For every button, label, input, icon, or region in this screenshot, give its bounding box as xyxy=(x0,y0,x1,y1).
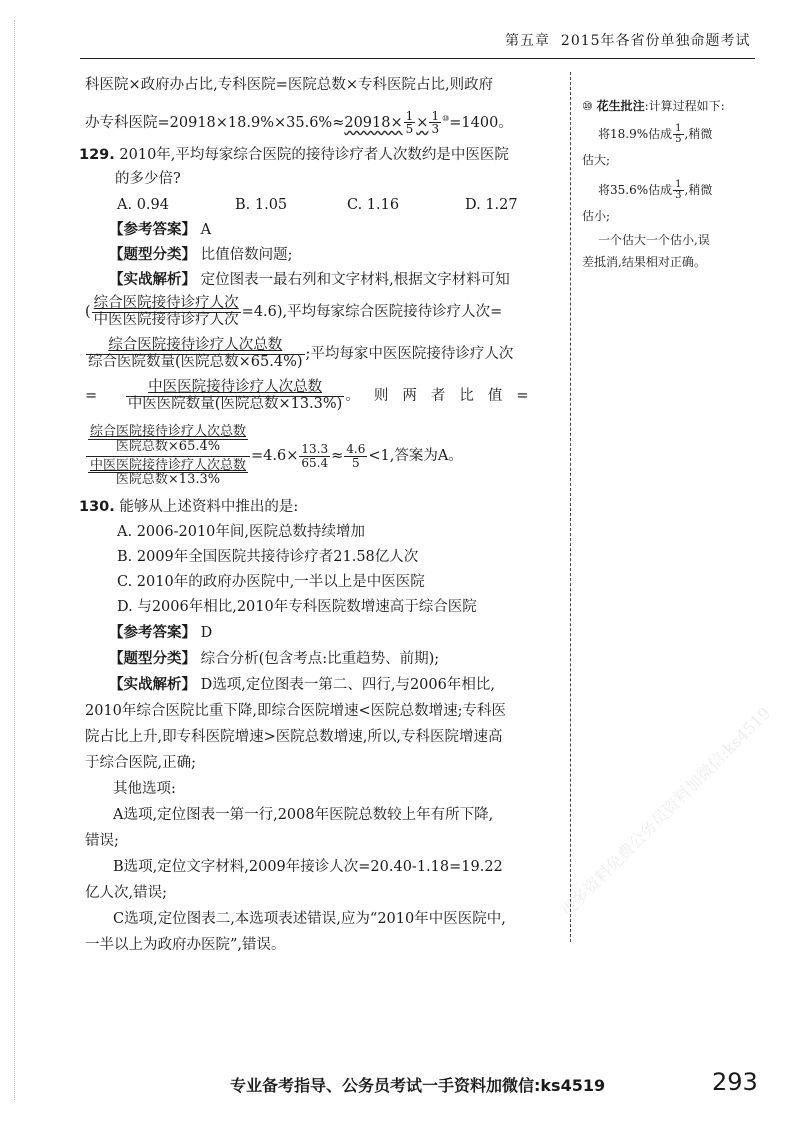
q129-stem-line-1: 129. 2010年,平均每家综合医院的接待诊疗者人次数约是中医医院 xyxy=(79,147,509,163)
q130-number: 130. xyxy=(79,499,115,515)
side-note-line-5: 估小; xyxy=(582,209,611,223)
note-marker: ⑩ xyxy=(442,114,450,123)
q130-analysis-line-3: 院占比上升,即专科医院增速>医院总数增速,所以,专科医院增速高 xyxy=(85,729,503,745)
q129-option-b: B. 1.05 xyxy=(235,197,288,213)
q129-type: 【题型分类】 比值倍数问题; xyxy=(109,247,293,263)
q130-stem: 130. 能够从上述资料中推出的是: xyxy=(79,499,299,515)
watermark-text: 更多资料免费公务员资料加微信:ks4519 xyxy=(557,703,775,921)
q129-option-c: C. 1.16 xyxy=(347,197,400,213)
intro-line-2: 办专科医院=20918×18.9%×35.6%≈20918× $\frac{1}{5}$ × $\frac{1}{3}$ ⑩=1400。 xyxy=(85,108,513,137)
q130-analysis-line-4: 于综合医院,正确; xyxy=(85,755,196,771)
chapter-title: 2015年各省份单独命题考试 xyxy=(560,33,751,49)
q129-formula-2: $\frac{\text{综合医院接待诊疗人次总数}}{\text{综合医院数量(医院总数×65.4\%)}}$ ;平均每家中医医院接待诊疗人次 xyxy=(88,337,514,370)
q129-option-d: D. 1.27 xyxy=(465,197,518,213)
q130-analysis-line-7: 错误; xyxy=(85,833,119,849)
q130-analysis-line-11: 一半以上为政府办医院”,错误。 xyxy=(85,937,286,953)
q130-option-b: B. 2009年全国医院共接待诊疗者21.58亿人次 xyxy=(117,549,419,565)
q130-analysis-line-5: 其他选项: xyxy=(113,781,176,797)
q129-stem-line-2: 的多少倍? xyxy=(115,171,181,187)
q130-option-a: A. 2006-2010年间,医院总数持续增加 xyxy=(117,524,366,540)
footer-text: 专业备考指导、公务员考试一手资料加微信:ks4519 xyxy=(230,1076,606,1095)
side-note-divider xyxy=(570,72,571,942)
estimate-underline: 20918× $\frac{1}{5}$ × $\frac{1}{3}$ xyxy=(344,108,440,137)
fraction-one-fifth: $\frac{1}{5}$ xyxy=(405,108,414,137)
side-note-line-6: 一个估大一个估小,误 xyxy=(598,233,710,247)
side-note-marker: ⑩ xyxy=(582,99,593,113)
q130-analysis-line-10: C选项,定位图表二,本选项表述错误,应为“2010年中医医院中, xyxy=(113,911,506,927)
side-note-line-7: 差抵消,结果相对正确。 xyxy=(582,255,706,269)
q129-formula-4: $\frac{\frac{\text{综合医院接待诊疗人次总数}}{\text{医院总数×65.4\%}}}{\frac{\text{中医医院接待诊疗人次总数}}{\text{医院总数×13.3\%}}}$ =4.6× $\frac{13.3}{65.4}$ ≈ $\frac{4.6}{5}$ <1,答案为A。 xyxy=(85,416,463,496)
q129-options xyxy=(117,194,557,216)
compound-fraction: $\frac{\frac{\text{综合医院接待诊疗人次总数}}{\text{医院总数×65.4\%}}}{\frac{\text{中医医院接待诊疗人次总数}}{\text{医院总数×13.3\%}}}$ xyxy=(86,425,250,487)
binding-dotted-line xyxy=(14,20,15,1100)
q129-analysis-line-1: 【实战解析】 定位图表一最右列和文字材料,根据文字材料可知 xyxy=(109,272,510,288)
q129-answer: 【参考答案】 A xyxy=(109,222,212,238)
q130-analysis-line-8: B选项,定位文字材料,2009年接诊人次=20.40-1.18=19.22 xyxy=(113,859,503,875)
q130-analysis-line-6: A选项,定位图表一第一行,2008年医院总数较上年有所下降, xyxy=(113,807,494,823)
side-note-label: 花生批注 xyxy=(596,99,645,113)
q130-analysis-line-1: 【实战解析】 D选项,定位图表一第二、四行,与2006年相比, xyxy=(109,677,495,693)
side-note-heading: ⑩ 花生批注:计算过程如下: xyxy=(582,99,725,113)
q129-formula-1: ( $\frac{\text{综合医院接待诊疗人次}}{\text{中医医院接待诊疗人次}}$ =4.6),平均每家综合医院接待诊疗人次= xyxy=(85,295,503,328)
page-number: 293 xyxy=(712,1068,758,1096)
page-header xyxy=(505,30,755,50)
q129-option-a: A. 0.94 xyxy=(117,197,169,213)
q129-formula-3: = $\frac{\text{中医医院接待诊疗人次总数}}{\text{中医医院数量(医院总数×13.3\%)}}$ 。则两者比值= xyxy=(85,379,543,412)
q129-number: 129. xyxy=(79,147,115,163)
q130-option-d: D. 与2006年相比,2010年专科医院数增速高于综合医院 xyxy=(117,599,477,615)
fraction-one-third: $\frac{1}{3}$ xyxy=(431,108,440,137)
header-rule xyxy=(80,58,755,59)
q130-analysis-line-2: 2010年综合医院比重下降,即综合医院增速<医院总数增速;专科医 xyxy=(85,703,507,719)
q130-answer: 【参考答案】 D xyxy=(109,625,213,641)
side-note-line-3: 估大; xyxy=(582,153,611,167)
q130-analysis-line-9: 亿人次,错误; xyxy=(85,885,167,901)
q130-type: 【题型分类】 综合分析(包含考点:比重趋势、前期); xyxy=(109,651,440,667)
side-note-line-2: 将18.9%估成 $\frac{1}{5}$ ,稍微 xyxy=(598,122,713,145)
intro-line-1: 科医院×政府办占比,专科医院=医院总数×专科医院占比,则政府 xyxy=(85,77,494,93)
side-note-line-4: 将35.6%估成 $\frac{1}{3}$ ,稍微 xyxy=(598,178,713,201)
q130-option-c: C. 2010年的政府办医院中,一半以上是中医医院 xyxy=(117,574,425,590)
chapter-label: 第五章 xyxy=(505,33,550,49)
